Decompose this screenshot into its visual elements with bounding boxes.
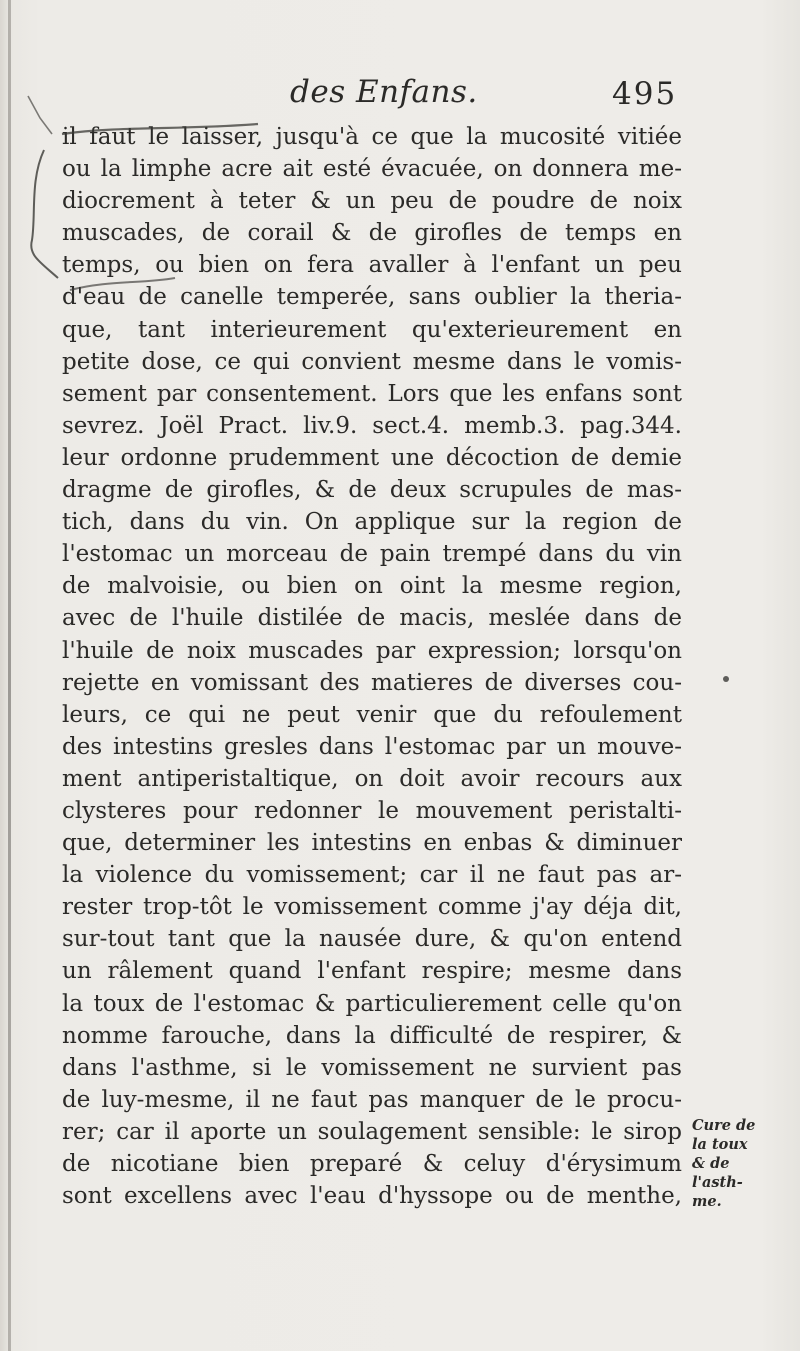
text-line: que, tant interieurement qu'exterieurement en	[62, 316, 682, 343]
margin-note	[692, 1116, 796, 1211]
text-line: d'eau de canelle temperée, sans oublier la theria-	[62, 284, 682, 311]
ink-bracket-mark	[31, 150, 58, 278]
text-line: des intestins gresles dans l'estomac par un mouve-	[62, 733, 682, 760]
text-line: de luy-mesme, il ne faut pas manquer de le procu-	[62, 1086, 682, 1113]
text-line: nomme farouche, dans la difficulté de respirer, &	[62, 1022, 682, 1049]
ink-dot-mark	[723, 676, 729, 682]
text-line: l'estomac un morceau de pain trempé dans du vin	[62, 541, 682, 568]
text-line: temps, ou bien on fera avaller à l'enfant un peu	[62, 252, 682, 279]
text-line: rer; car il aporte un soulagement sensible: le sirop	[62, 1118, 682, 1145]
text-line: clysteres pour redonner le mouvement peristalti-	[62, 797, 682, 824]
text-line: il faut le laisser, jusqu'à ce que la mucosité vitiée	[62, 124, 682, 150]
text-line: dragme de girofles, & de deux scrupules de mas-	[62, 477, 682, 504]
text-line: rester trop-tôt le vomissement comme j'ay déja dit,	[62, 894, 682, 921]
text-line: dans l'asthme, si le vomissement ne survient pas	[62, 1054, 682, 1081]
text-line: petite dose, ce qui convient mesme dans le vomis-	[62, 348, 682, 375]
text-line: leurs, ce qui ne peut venir que du refoulement	[62, 701, 682, 728]
margin-note-line: l'asth-	[692, 1174, 743, 1191]
text-line: de nicotiane bien preparé & celuy d'érysimum	[62, 1151, 682, 1177]
text-line: sevrez. Joël Pract. liv.9. sect.4. memb.3. pag.344.	[62, 412, 682, 439]
margin-note-line: me.	[692, 1193, 722, 1210]
text-line: l'huile de noix muscades par expression; lorsqu'on	[62, 637, 682, 664]
running-title: des Enfans.	[290, 74, 478, 110]
margin-note-line: Cure de	[692, 1117, 756, 1134]
book-spine-shadow	[8, 0, 11, 1351]
text-line: tich, dans du vin. On applique sur la region de	[62, 509, 682, 536]
text-line: la toux de l'estomac & particulierement celle qu'on	[62, 990, 682, 1017]
text-line: la violence du vomissement; car il ne faut pas ar-	[62, 862, 682, 889]
text-line: de malvoisie, ou bien on oint la mesme region,	[62, 573, 682, 600]
text-line: sur-tout tant que la nausée dure, & qu'on entend	[62, 926, 682, 953]
margin-note-line: & de	[692, 1155, 730, 1172]
margin-note-line: la toux	[692, 1136, 748, 1153]
text-line: leur ordonne prudemment une décoction de demie	[62, 444, 682, 471]
text-line: un râlement quand l'enfant respire; mesme dans	[62, 958, 682, 985]
text-line: sement par consentement. Lors que les enfans sont	[62, 380, 682, 407]
text-line: ou la limphe acre ait esté évacuée, on donnera me-	[62, 156, 682, 183]
text-line: diocrement à teter & un peu de poudre de noix	[62, 188, 682, 215]
text-line: que, determiner les intestins en enbas & diminuer	[62, 830, 682, 857]
text-line: ment antiperistaltique, on doit avoir recours aux	[62, 765, 682, 792]
text-line: rejette en vomissant des matieres de diverses cou-	[62, 669, 682, 696]
text-line: muscades, de corail & de girofles de temps en	[62, 220, 682, 247]
text-line: sont excellens avec l'eau d'hyssope ou de menthe,	[62, 1183, 682, 1210]
text-line: avec de l'huile distilée de macis, meslée dans de	[62, 605, 682, 632]
page-number: 495	[612, 76, 678, 112]
body-text	[62, 121, 682, 1212]
page-header	[0, 74, 800, 118]
